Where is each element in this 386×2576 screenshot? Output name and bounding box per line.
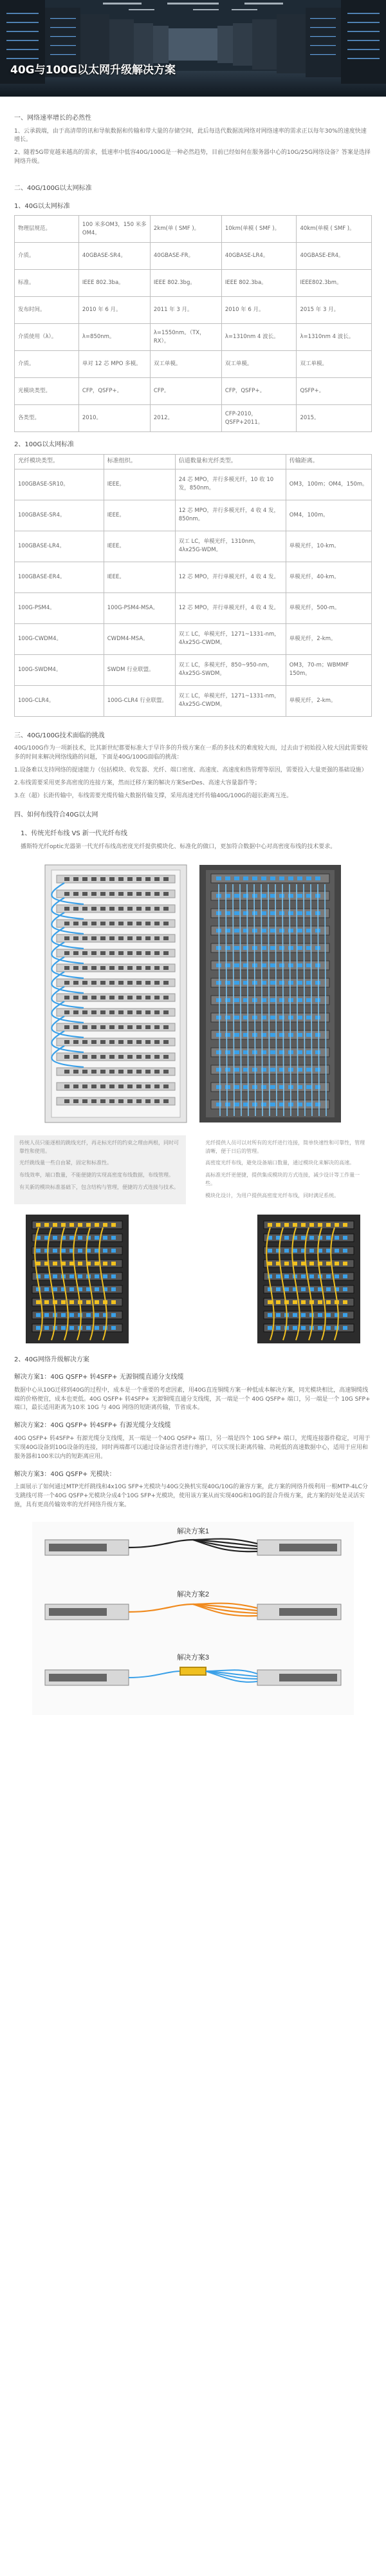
table-cell: 单模光纤，500-m。 — [286, 592, 371, 623]
table-cell: 40GBASE-ER4。 — [297, 243, 372, 270]
table-cell: 单对 12 芯 MPO 多模。 — [78, 351, 150, 378]
standards-section — [14, 184, 372, 716]
table-row — [15, 297, 372, 324]
table-cell: 2010 年 6 月。 — [78, 297, 150, 324]
switch-left-1 — [45, 1540, 129, 1555]
cabling-captions — [14, 1135, 372, 1204]
table-cell: IEEE 802.3ba。 — [221, 270, 297, 297]
solution-3-paragraph: 上面展示了如何通过MTP光纤跳线和4x10G SFP+光模块与40G交换机实现40G/10G的兼容方案，此方案的网络升级利用一根MTP-4LC分支跳线可将一个40G QSFP+光模块分成4个10G SFP+光模块，使用该方案从而实现40G和10G的混合升级方案，此方案的好处是灵活实施，具有更高传输效率的光纤网络升级方案。 — [14, 1484, 368, 1509]
standards-40g-heading: 1、40G以太网标准 — [14, 202, 70, 210]
table-cell: CFP，QSFP+。 — [221, 378, 297, 405]
table-cell: 2km(单 ( SMF )。 — [150, 216, 221, 243]
caption-line: 光纤跳线量一些自由紧，固定和标准性。 — [19, 1160, 112, 1166]
cabling-comparison-image — [26, 858, 360, 1129]
solution-1-title: 解决方案1：40G QSFP+ 转4SFP+ 无源铜缆直通分支线缆 — [14, 1374, 184, 1381]
table-cell: 双工 LC，单模光纤，1310nm，4λx25G-WDM。 — [175, 531, 286, 562]
table-cell: 12 芯 MPO，并行单模光纤，4 收 4 发。 — [175, 562, 286, 592]
table-cell: 单模光纤，40-km。 — [286, 562, 371, 592]
table-header-row — [15, 454, 372, 469]
table-cell: 12 芯 MPO，并行单模光纤，4 收 4 发。 — [175, 592, 286, 623]
table-row — [15, 531, 372, 562]
table-cell: IEEE。 — [104, 562, 175, 592]
standards-heading: 二、40G/100G以太网标准 — [14, 185, 92, 193]
table-row-label: 光模块类型。 — [15, 378, 79, 405]
table-cell: 2012。 — [150, 405, 221, 432]
cabling-heading: 四、如何布线符合40G以太网 — [14, 811, 98, 819]
table-header-cell: 传输距离。 — [286, 454, 371, 469]
table-cell: OM4，100m。 — [286, 500, 371, 531]
caption-line: 模块化设计，为用户提供高密度光纤布线，同时满足系统。 — [205, 1192, 340, 1198]
table-cell: 40GBASE-LR4。 — [221, 243, 297, 270]
intro-section — [14, 113, 372, 167]
table-cell: 双工单模。 — [150, 351, 221, 378]
caption-new — [200, 1135, 372, 1204]
cabling-paragraph: 播斯特光纤optic光器第一代光纤布线高密度光纤提供模块化、标准化的做口，更加符合数据中心对高密度布线的技术要求。 — [21, 843, 336, 850]
table-row-label: 物理层规范。 — [15, 216, 79, 243]
server-room-image — [0, 0, 386, 97]
table-row-label: 介质。 — [15, 351, 79, 378]
switch-right-3 — [257, 1670, 341, 1685]
switch-left-3 — [45, 1670, 129, 1685]
table-header-cell: 标准组织。 — [104, 454, 175, 469]
solution-3-label: 解决方案3 — [176, 1654, 210, 1662]
table-cell: λ=1310nm 4 波长。 — [221, 324, 297, 351]
table-row-label: 100GBASE-SR10。 — [15, 469, 104, 500]
table-cell: 双工 LC，多模光纤，850~950-nm，4λx25G-SWDM。 — [175, 654, 286, 685]
table-row — [15, 500, 372, 531]
table-row — [15, 351, 372, 378]
table-cell: IEEE802.3bm。 — [297, 270, 372, 297]
table-cell: IEEE。 — [104, 500, 175, 531]
table-cell: OM3，100m；OM4，150m。 — [286, 469, 371, 500]
table-cell: 单模光纤，2-km。 — [286, 685, 371, 716]
switch-right-1 — [257, 1540, 341, 1555]
caption-line: 有关新的模块标准基础下，包含结构与管理，便捷的方式连接与技术。 — [19, 1184, 179, 1190]
table-cell: λ=1550nm。（TX，RX）。 — [150, 324, 221, 351]
switch-left-2 — [45, 1604, 129, 1620]
table-row — [15, 405, 372, 432]
caption-line: 光纤提供人员可以对所有的光纤进行连接，简单快速性和可靠性，管理清晰，便于日后的管理。 — [205, 1139, 365, 1154]
solution-2-title: 解决方案2：40G QSFP+ 转4SFP+ 有源光缆分支线缆 — [14, 1422, 171, 1430]
table-row-label: 标准。 — [15, 270, 79, 297]
rack-photos-image — [19, 1215, 367, 1343]
table-cell: 40GBASE-SR4。 — [78, 243, 150, 270]
table-cell: 2010。 — [78, 405, 150, 432]
table-row — [15, 378, 372, 405]
table-row-label: 各类型。 — [15, 405, 79, 432]
table-row-label: 介质使用（λ）。 — [15, 324, 79, 351]
table-cell: 双工 LC，单模光纤，1271~1331-nm，4λx25G-CWDM。 — [175, 685, 286, 716]
table-row — [15, 654, 372, 685]
table-row — [15, 685, 372, 716]
table-row-label: 100G-CWDM4。 — [15, 623, 104, 654]
table-row-label: 100G-CLR4。 — [15, 685, 104, 716]
table-cell: 2010 年 6 月。 — [221, 297, 297, 324]
caption-line: 高标准光纤更便捷，提供集成模块的方式连接，减少设计等工作量一些。 — [205, 1172, 360, 1186]
challenges-heading: 三、40G/100G技术面临的挑战 — [14, 732, 105, 739]
table-cell: 2015 年 3 月。 — [297, 297, 372, 324]
table-cell: QSFP+。 — [297, 378, 372, 405]
intro-heading: 一、网络速率增长的必然性 — [14, 115, 91, 122]
table-cell: CFP。 — [150, 378, 221, 405]
solution-1-paragraph: 数据中心从10G迁移到40G的过程中，成本是一个重要的考虑因素，用40G直连铜缆方案一种低成本解决方案，同光模块相比，高速铜缆线端的价格便宜，成本也更低。40G QSFP+ 转4SFP+ 无源铜缆直通分支线缆，其一端是一个 40G QSFP+ 端口，另一端是一个 10G SFP+ 端口，最长适用距离为10米 10G 与 40G 网络的短距离传输，节省成本。 — [14, 1387, 371, 1412]
table-cell: 双工单模。 — [297, 351, 372, 378]
table-row — [15, 623, 372, 654]
solution-2-paragraph: 40G QSFP+ 转4SFP+ 有源光缆分支线缆，其一端是一个40G QSFP+ 端口，另一端是四个 10G SFP+ 端口，光缆连接器件稳定，可用于实现40G设备到10G设备的连接，同时两端都可以通过设备运营者进行维护，可以实现长距离传输、功耗低的高速数据中心，适用于应用和服务器和100米以内的短距离应用。 — [14, 1435, 371, 1460]
table-row-label: 100G-PSM4。 — [15, 592, 104, 623]
table-row-label: 介质。 — [15, 243, 79, 270]
article-body — [0, 113, 386, 1747]
table-row-label: 100GBASE-LR4。 — [15, 531, 104, 562]
page-title: 40G与100G以太网升级解决方案 — [10, 64, 176, 77]
caption-line: 高密度光纤布线，避免设备端口数量，通过模块化来解决的高速。 — [205, 1160, 355, 1166]
table-row-label: 100GBASE-ER4。 — [15, 562, 104, 592]
table-cell: 40GBASE-FR。 — [150, 243, 221, 270]
challenges-item-2: 2.布线需要采用更多高密度的连接方案，然而迁移方案的解决方案SerDes、高速大容量器件等； — [14, 780, 261, 786]
table-cell: 100G-PSM4-MSA。 — [104, 592, 175, 623]
caption-line: 布线效率，端口数量，不能便捷的实现高密度布线数据，布线管理。 — [19, 1172, 174, 1179]
solution-1-label: 解决方案1 — [176, 1528, 210, 1536]
table-cell: 10km(单模 ( SMF )。 — [221, 216, 297, 243]
table-40g-standards — [14, 215, 372, 432]
table-cell: IEEE 802.3ba。 — [78, 270, 150, 297]
table-cell: IEEE。 — [104, 531, 175, 562]
switch-right-2 — [257, 1604, 341, 1620]
challenges-paragraph: 40G/100G作为一项新技术，比其新世纪都要标准大于早许多的升级方案在一系的多技术的难度较大而，过去由于初始投入较大因此需要较多的时间来解决网络线路的问题，下面是40G/100G面临的挑战： — [14, 745, 368, 761]
table-100g-standards — [14, 454, 372, 717]
table-cell: CWDM4-MSA。 — [104, 623, 175, 654]
table-cell: IEEE 802.3bg。 — [150, 270, 221, 297]
table-cell: CFP-2010，QSFP+2011。 — [221, 405, 297, 432]
challenges-section — [14, 731, 372, 801]
footer-spacer — [14, 1721, 372, 1747]
table-row-label: 100GBASE-SR4。 — [15, 500, 104, 531]
table-row — [15, 562, 372, 592]
table-cell: λ=1310nm 4 波长。 — [297, 324, 372, 351]
table-cell: 单模光纤，2-km。 — [286, 623, 371, 654]
intro-paragraph-2: 2、随着5G带宽越来越高的需求，低速率中低容40G/100G是一种必然趋势，目前已经如何在服务器中心的10G/25G网络设备？答案是选择网络升级。 — [14, 149, 371, 166]
solution-3-title: 解决方案3：40G QSFP+ 光模块： — [14, 1470, 116, 1478]
table-cell: SWDM 行业联盟。 — [104, 654, 175, 685]
table-cell: 2015。 — [297, 405, 372, 432]
table-cell: OM3，70-m；WBMMF 150m。 — [286, 654, 371, 685]
intro-paragraph-1: 1、云承载端，由于高清带的讯和导航数据和传输和带大量的存储空间，此后每迭代数据流网络对网络速率的需求正以每年30%的速度快速增长。 — [14, 128, 367, 144]
table-cell: 100 米多OM3，150 米多OM4。 — [78, 216, 150, 243]
table-row — [15, 324, 372, 351]
table-row — [15, 592, 372, 623]
table-row-label: 发布时间。 — [15, 297, 79, 324]
table-header-cell: 光纤模块类型。 — [15, 454, 104, 469]
solutions-heading: 2、40G网络升级解决方案 — [14, 1356, 89, 1363]
table-cell: 12 芯 MPO，并行多模光纤，4 收 4 发，850nm。 — [175, 500, 286, 531]
cabling-section — [14, 810, 372, 1343]
challenges-item-3: 3.在（超）长距传输中，布线需要光缆传输大数据传输支撑，采用高速光纤传输40G/100G的超长距离互连。 — [14, 792, 293, 799]
table-header-cell: 信道数量和光纤类型。 — [175, 454, 286, 469]
standards-100g-heading: 2、100G以太网标准 — [14, 441, 75, 449]
hero-banner — [0, 0, 386, 97]
caption-line: 传统人员只能逐根的跳线光纤，再走标光纤的约束之理由两根，同时可靠性和使用。 — [19, 1139, 179, 1154]
table-cell: 单模光纤，10-km。 — [286, 531, 371, 562]
table-cell: 40km(单模 ( SMF )。 — [297, 216, 372, 243]
solutions-section — [14, 1355, 372, 1715]
table-cell: 100G-CLR4 行业联盟。 — [104, 685, 175, 716]
table-cell: CFP，QSFP+。 — [78, 378, 150, 405]
cabling-subheading: 1、传统光纤布线 VS 新一代光纤布线 — [21, 830, 127, 838]
table-cell: 双工 LC，单模光纤，1271~1331-nm，4λx25G-CWDM。 — [175, 623, 286, 654]
table-cell: 双工单模。 — [221, 351, 297, 378]
table-row — [15, 216, 372, 243]
table-cell: λ=850nm。 — [78, 324, 150, 351]
challenges-item-1: 1.设备难以支持网络的提速能力（包括模块、收发器、光纤、端口密度、高速度、高速度和热管理等原因，需要投入大量更强的基础设施） — [14, 767, 367, 774]
table-row — [15, 270, 372, 297]
table-row — [15, 469, 372, 500]
table-cell: 2011 年 3 月。 — [150, 297, 221, 324]
table-cell: 24 芯 MPO，并行多模光纤，10 收 10 发，850nm。 — [175, 469, 286, 500]
solution-2-label: 解决方案2 — [176, 1591, 210, 1599]
table-row-label: 100G-SWDM4。 — [15, 654, 104, 685]
table-row — [15, 243, 372, 270]
table-cell: IEEE。 — [104, 469, 175, 500]
solutions-diagram — [32, 1522, 354, 1715]
caption-traditional — [14, 1135, 186, 1204]
